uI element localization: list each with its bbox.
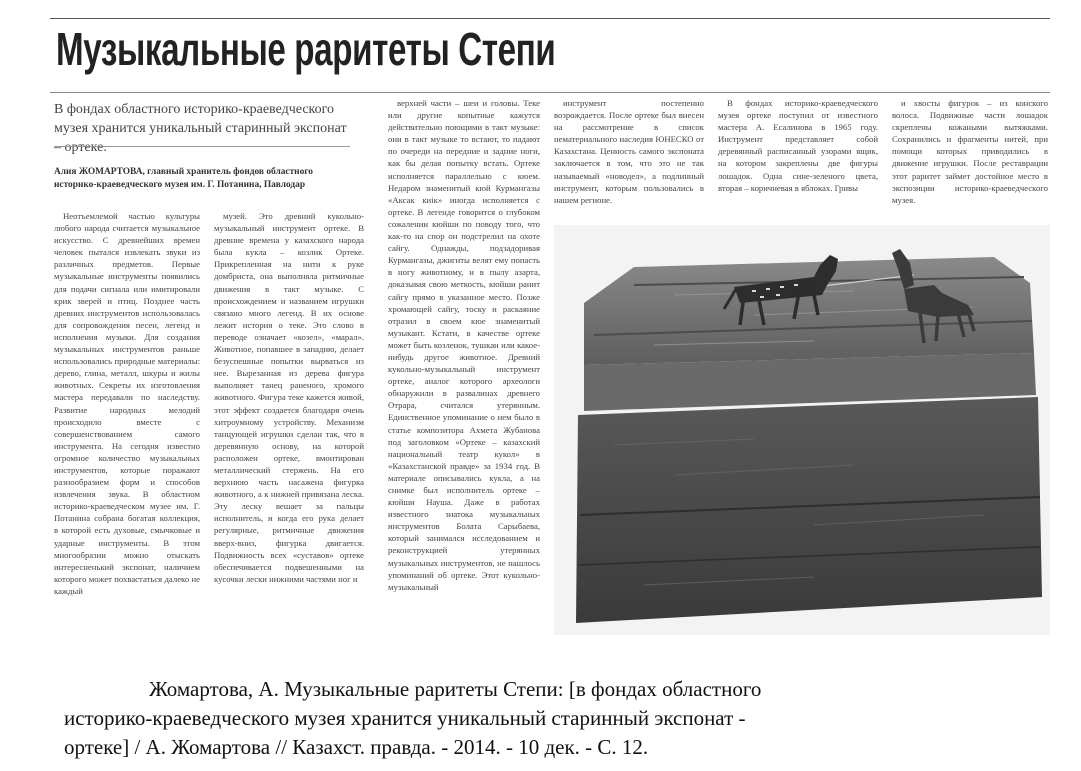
caption-line-3: ортеке] / А. Жомартова // Казахст. правда. - 2014. - 10 дек. - С. 12.: [64, 735, 649, 759]
lead-rule: [54, 146, 350, 147]
ortеке-box-photo: [554, 225, 1050, 635]
article-column-5: В фондах историко-краеведческого музея ортеке поступил от известного мастера А. Есалинова в 1965 году. Инструмент представляет собой деревянный расписанный узорами ящик, на котором закреплены две фигуры лошадок. Одна сине-зеленого цвета, вторая – коричневая в яблоках. Гривы: [718, 98, 878, 193]
caption-line-1: Жомартова, А. Музыкальные раритеты Степи: [в фондах областного: [149, 677, 762, 701]
bibliographic-caption: [64, 675, 1019, 762]
top-rule: [50, 18, 1050, 19]
article-column-1: Неотъемлемой частью культуры любого народа считается музыкальное искусство. С древнейших времен человек пытался извлекать звуки из различных предметов. Первые музыкальные инструменты появились для подачи сигнала или имитировали крик зверей и птиц. Позднее часть древних инструментов использовалась для сопровождения песен, легенд и исполнения музыки. Для создания музыкальных инструментов раньше использовались природные материалы: дерево, глина, металл, шкуры и жилы животных. Секреты их изготовления мастера передавали по наследству. Развитие народных мелодий происходило вместе с совершенствованием самого инструмента. На сегодня известно огромное количество музыкальных инструментов, которые поражают разнообразием форм и способов извлечения звука. В областном историко-краеведческом музее им. Г. Потанина собрана богатая коллекция, в которой есть духовые, смычковые и ударные инструменты. В этом многообразии можно отыскать интересненький экспонат, наличием которого может похвастаться далеко не каждый: [54, 211, 200, 596]
article-column-2: музей. Это древний кукольно-музыкальный инструмент ортеке. В древние времена у казахского народа была кукла – козлик Ортеке. Прикрепленная на нити к руке домбриста, она выполняла ритмичные движения в такт музыке. С происхождением и названием игрушки связано много легенд. В их основе лежит история о теке. Это слово в переводе означает «козел», «марал». Животное, попавшее в западню, делает безуспешные попытки вырваться из нее. Вырезанная из дерева фигура выполняет танец раненого, хромого животного. Фигура теке кажется живой, этот эффект создается благодаря очень хитроумному устройству. Механизм танцующей игрушки сделан так, что в деревянную основу, на которой расположен ортеке, вмонтирован металлический стержень. На его верхнюю часть насажена фигурка животного, а к нижней привязана леска. Эту леску вешает за пальцы исполнитель, и когда его рука делает регулярные, ритмичные движения вверх-вниз, фигурка двигается. Подвижность всех «суставов» ортеке обеспечивается подвешенными на кусочки лески нижними частями ног и: [214, 211, 364, 584]
caption-line-2: историко-краеведческого музея хранится уникальный старинный экспонат -: [64, 706, 746, 730]
article-column-4: инструмент постепенно возрождается. После ортеке был внесен на рассмотрение в список нематериального наследия ЮНЕСКО от Казахстана. Ценность самого экспоната заключается в том, что это не так называемый «новодел», а подлинный инструмент, которым пользовались в нашем регионе.: [554, 98, 704, 205]
article-column-3: верхней части – шеи и головы. Теке или другие копытные кажутся действительно поющими в такт музыке: они в такт музыке то встают, то падают по очереди на передние и задние ноги, как бы делая попытку встать. Ортеке исполняется параллельно с кюем. Недаром знаменитый кюй Курмангазы «Аксак киік» иногда исполняется с ортеке. В легенде говорится о глубоком сожалении кюйши по поводу того, что как-то на спор он подстрелил на охоте сайгу. Однажды, подзадоривая Курмангазы, джигиты велят ему попасть в ногу животному, и в пылу азарта, доказывая свою меткость, кюйши ранит сайгу прямо в указанное место. Позже хромающей сайгу, тоску и раскаяние отразил в своем кюе знаменитый музыкант. Кстати, в качестве ортеке может быть козленок, тушкан или какое-нибудь другое животное. Древний кукольно-музыкальный инструмент ортеке, аналог которого археологи обнаружили в развалинах древнего Отрара, считался утерянным. Единственное упоминание о нем было в статье композитора Ахмета Жубанова под заголовком «Ортеке – казахский национальный театр кукол» в «Казахстанской правде» за 1934 год. В материале описывались кукла, а на снимке был исполнитель ортеке – кюйши Науша. Даже в работах известного знатока музыкальных инструментов Болата Сарыбаева, который занимался исследованием и реконструкцией утерянных музыкальных инструментов, не нашлось упоминаний об ортеке. Этот кукольно-музыкальный: [388, 98, 540, 592]
headline-rule: [50, 92, 1050, 93]
article-lead: В фондах областного историко-краеведческого музея хранится уникальный старинный экспонат – ортеке.: [54, 102, 347, 155]
article-headline: Музыкальные раритеты Степи: [56, 23, 556, 75]
article-column-6: и хвосты фигурок – из конского волоса. Подвижные части лошадок скреплены кожаными вытяжками. Сохранились и фрагменты нитей, при помощи которых приводились в движение игрушки. После реставрации этот раритет займет достойное место в экспозиции историко-краеведческого музея.: [892, 98, 1048, 205]
newspaper-clipping: [50, 0, 1050, 640]
wooden-box-with-horse-figures-image: [554, 225, 1050, 635]
article-byline: Алия ЖОМАРТОВА, главный хранитель фондов областного историко-краеведческого музея им. Г. Потанина, Павлодар: [54, 167, 313, 190]
